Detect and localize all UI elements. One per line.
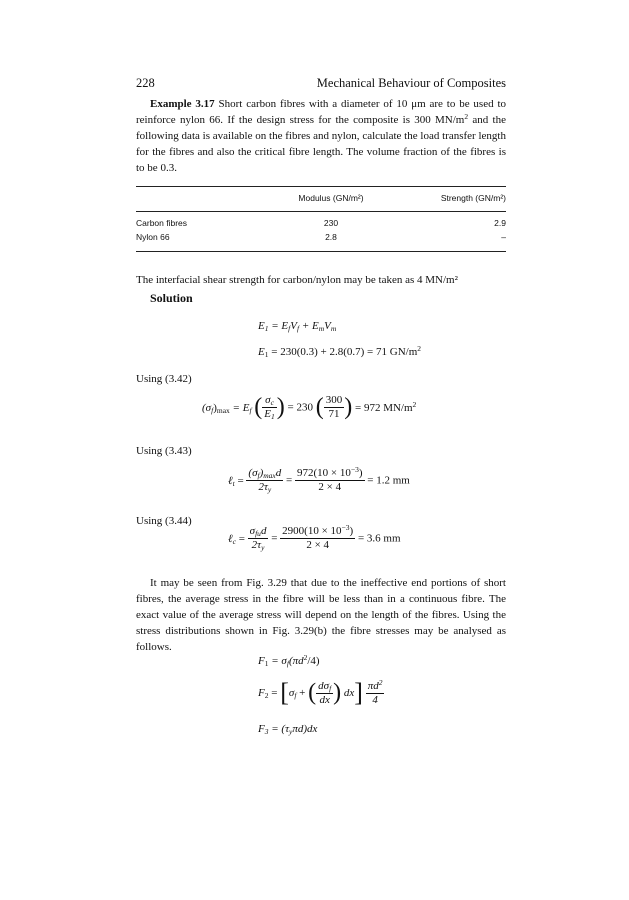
equation-e1-value: $E_1 = 230(0.3) + 2.8(0.7) = 71$ $GN/m^2$ bbox=[258, 344, 421, 359]
running-title: Mechanical Behaviour of Composites bbox=[316, 76, 506, 90]
example-text-2: and the following data is available on the fibres and nylon, calculate the load transfer length for the fibres and also the critical fibre length. The volume fraction of the fibres is to be 0.3. bbox=[136, 114, 506, 174]
example-sup: 2 bbox=[464, 112, 469, 121]
equation-f2: $F_2 = [\sigma_f$ + ( $\frac{d\sigma_f}{dx}$ ) dx] $\frac{\pi d^2}{4}$ bbox=[258, 677, 383, 707]
table-cell-material: Nylon 66 bbox=[136, 232, 170, 242]
solution-heading: Solution bbox=[150, 291, 193, 305]
equation-f1: $F_1 = \sigma_f(\pi d^2/4)$ bbox=[258, 653, 320, 668]
table-top-rule bbox=[136, 186, 506, 187]
page-header bbox=[136, 76, 506, 92]
using-label-342: Using (3.42) bbox=[136, 373, 192, 385]
equation-max-fibre-stress: $(\sigma_f)_{max} = E_f$ ( $\frac{\sigma_c}{E_1}$ ) = 230 ( $\frac{300}{71}$ ) = 972 $MN/m^2$ bbox=[202, 394, 417, 421]
table-cell-strength: – bbox=[501, 232, 506, 242]
using-label-343: Using (3.43) bbox=[136, 445, 192, 457]
table-bottom-rule bbox=[136, 251, 506, 252]
example-paragraph bbox=[136, 96, 506, 176]
table-cell-strength: 2.9 bbox=[494, 218, 506, 228]
equation-critical-length: ℓ$_c$ = $\frac{\sigma_{fu}d}{2\tau_y}$ = $\frac{2900(10 \times 10^{-3})}{2 \times 4}$ = 3.6 mm bbox=[228, 523, 401, 552]
table-cell-material: Carbon fibres bbox=[136, 218, 188, 228]
equation-rule-of-mixtures: $E_1 = E_fV_f + E_mV_m$ bbox=[258, 320, 337, 333]
table-header-rule bbox=[136, 211, 506, 212]
paragraph-average-stress: It may be seen from Fig. 3.29 that due to the ineffective end portions of short fibres, the average stress in the fibre will be less than in a continuous fibre. The exact value of the average stress will depend on the length of the fibres. Using the stress distributions shown in Fig. 3.29(b) the fibre stresses may be analysed as follows. bbox=[136, 577, 506, 653]
equation-load-transfer-length: ℓ$_t$ = $\frac{(\sigma_f)_{max}d}{2\tau_y}$ = $\frac{972(10 \times 10^{-3})}{2 \times 4}$ = 1.2 mm bbox=[228, 465, 410, 494]
example-label: Example 3.17 bbox=[150, 98, 215, 110]
table-cell-modulus: 230 bbox=[323, 218, 339, 228]
equation-f3: $F_3 = (\tau_y\pi d)dx$ bbox=[258, 723, 318, 736]
shear-strength-text: The interfacial shear strength for carbon/nylon may be taken as 4 MN/m² bbox=[136, 274, 458, 286]
table-cell-modulus: 2.8 bbox=[325, 232, 337, 242]
table-header-modulus: Modulus (GN/m²) bbox=[298, 193, 364, 203]
table-header-strength: Strength (GN/m²) bbox=[440, 193, 506, 203]
using-label-344: Using (3.44) bbox=[136, 515, 192, 527]
example-text-1: Short carbon fibres with a diameter of 10 μm are to be used to reinforce nylon 66. If the design stress for the composite is 300 MN/m bbox=[136, 98, 506, 126]
page-number: 228 bbox=[136, 76, 155, 90]
